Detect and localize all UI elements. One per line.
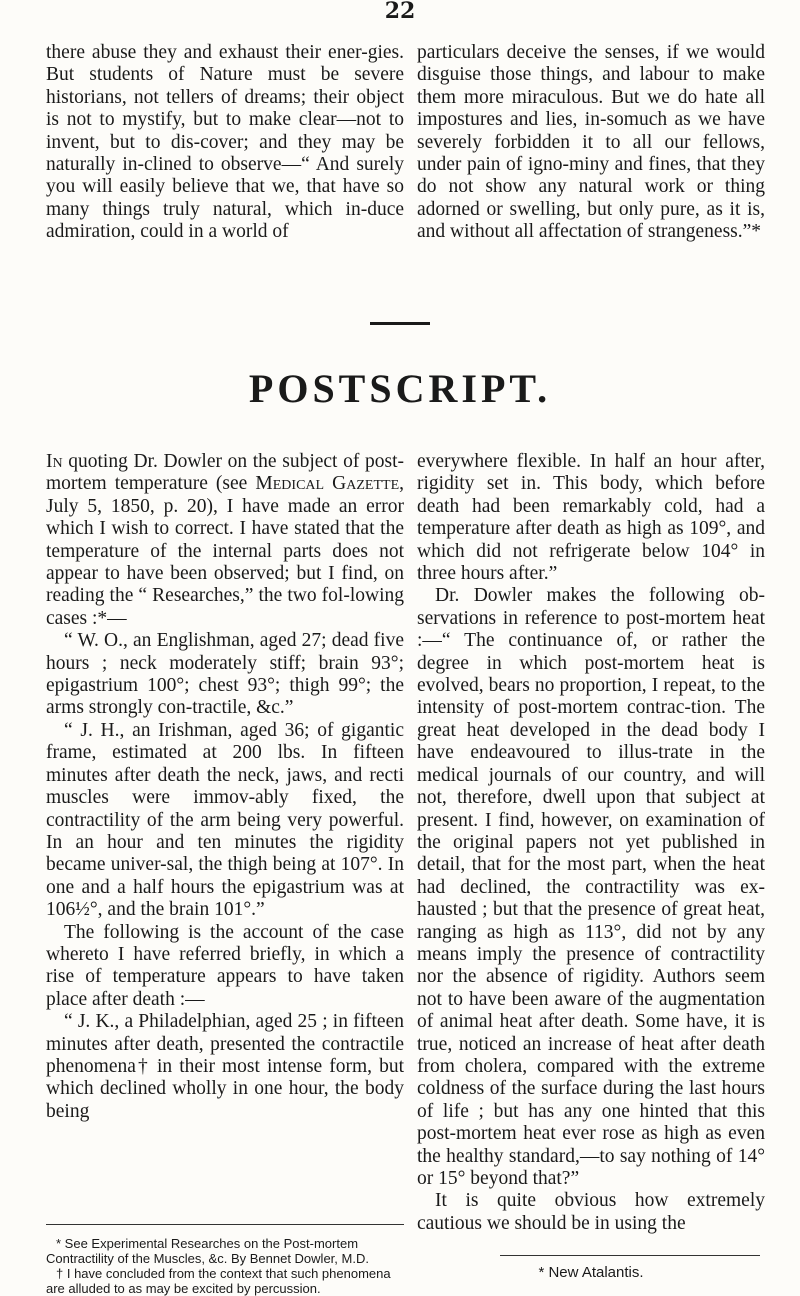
account-intro-paragraph: The following is the account of the case whereto I have referred briefly, in which a rise of temperature appears to have taken place after death :—	[46, 921, 404, 1010]
case-jk-paragraph: “ J. K., a Philadelphian, aged 25 ; in fifteen minutes after death, presented the contractile phenomena† in their most intense form, but which declined wholly in one hour, the body being	[46, 1011, 404, 1122]
top-right-paragraph: particulars deceive the senses, if we would disguise those things, and labour to make them more miraculous. But we do hate all impostures and lies, in-somuch as we have severely forbidden it to all our fellows, under pain of igno-miny and fines, that they do not show any natural work or thing adorned or swelling, but only pure, as it is, and without all affectation of strangeness.”*	[417, 42, 765, 243]
intro-text-a: quoting Dr. Dowler on the subject of post-mortem temperature (see	[46, 451, 404, 495]
footnote-rule-right	[500, 1255, 760, 1256]
case-wo-paragraph: “ W. O., an Englishman, aged 27; dead five hours ; neck moderately stiff; brain 93°; epigastrium 100°; chest 93°; thigh 99°; the arms strongly con-tractile, &c.”	[46, 630, 404, 719]
footnote-new-atalantis: * New Atalantis.	[538, 1264, 644, 1281]
top-right-column	[417, 42, 765, 244]
top-left-column	[46, 42, 404, 244]
intro-text-b: , July 5, 1850, p. 20), I have made an error which I wish to correct. I have stated that the temperature of the internal parts does not appear to have been observed; but I find, on reading the “ Researches,” the two fol-lowing cases :*—	[46, 473, 404, 629]
footnote-rule-left	[46, 1224, 404, 1225]
top-left-paragraph: there abuse they and exhaust their ener-gies. But students of Nature must be severe historians, not tellers of dreams; their object is not to mystify, but to make clear—not to invent, but to dis-cover; and they may be naturally in-clined to observe—“ And surely you will easily believe that we, that have so many things truly natural, which in-duce admiration, could in a world of	[46, 42, 404, 243]
postscript-heading: POSTSCRIPT.	[248, 366, 552, 411]
main-right-column	[417, 451, 765, 1235]
main-left-column	[46, 451, 404, 1123]
intro-paragraph	[46, 451, 404, 630]
intro-lead-word: In	[46, 451, 63, 472]
case-jh-paragraph: “ J. H., an Irishman, aged 36; of gigantic frame, estimated at 200 lbs. In fifteen minutes after death the neck, jaws, and recti muscles were immov-ably fixed, the contractility of the arm being very powerful. In an hour and ten minutes the rigidity became univer-sal, the thigh being at 107°. In one and a half hours the epigastrium was at 106½°, and the brain 101°.”	[46, 719, 404, 921]
journal-name: Medical Gazette	[255, 473, 400, 495]
case-jk-continued-paragraph: everywhere flexible. In half an hour after, rigidity set in. This body, which before death had been remarkably cold, had a temperature after death as high as 109°, and which did not refrigerate below 104° in three hours after.”	[417, 451, 765, 585]
page-number: 22	[384, 0, 416, 24]
footnote-researches: * See Experimental Researches on the Post-mortem Contractility of the Muscles, &c. By Bennet Dowler, M.D.	[46, 1236, 369, 1266]
section-divider	[370, 322, 430, 325]
footnotes-left	[46, 1236, 404, 1296]
dowler-observations-paragraph: Dr. Dowler makes the following ob-servations in reference to post-mortem heat :—“ The continuance of, or rather the degree in which post-mortem heat is evolved, bears no proportion, I repeat, to the intensity of post-mortem contrac-tion. The great heat developed in the dead body I have endeavoured to illus-trate in the medical journals of our country, and will not, therefore, dwell upon that subject at present. I find, however, on examination of the original papers not yet published in detail, that for the most part, when the heat had declined, the contractility was ex-hausted ; but that the presence of great heat, ranging as high as 113°, did not by any means imply the presence of contractility nor the absence of rigidity. Authors seem not to have been aware of the augmentation of animal heat after death. Some have, it is true, noticed an increase of heat after death from cholera, compared with the extreme coldness of the surface during the last hours of life ; but has any one hinted that this post-mortem heat ever rose as high as even the healthy standard,—to say nothing of 14° or 15° beyond that?”	[417, 585, 765, 1189]
closing-paragraph: It is quite obvious how extremely cautious we should be in using the	[417, 1190, 765, 1234]
footnote-percussion: † I have concluded from the context that such phenomena are alluded to as may be excited by percussion.	[46, 1266, 391, 1296]
